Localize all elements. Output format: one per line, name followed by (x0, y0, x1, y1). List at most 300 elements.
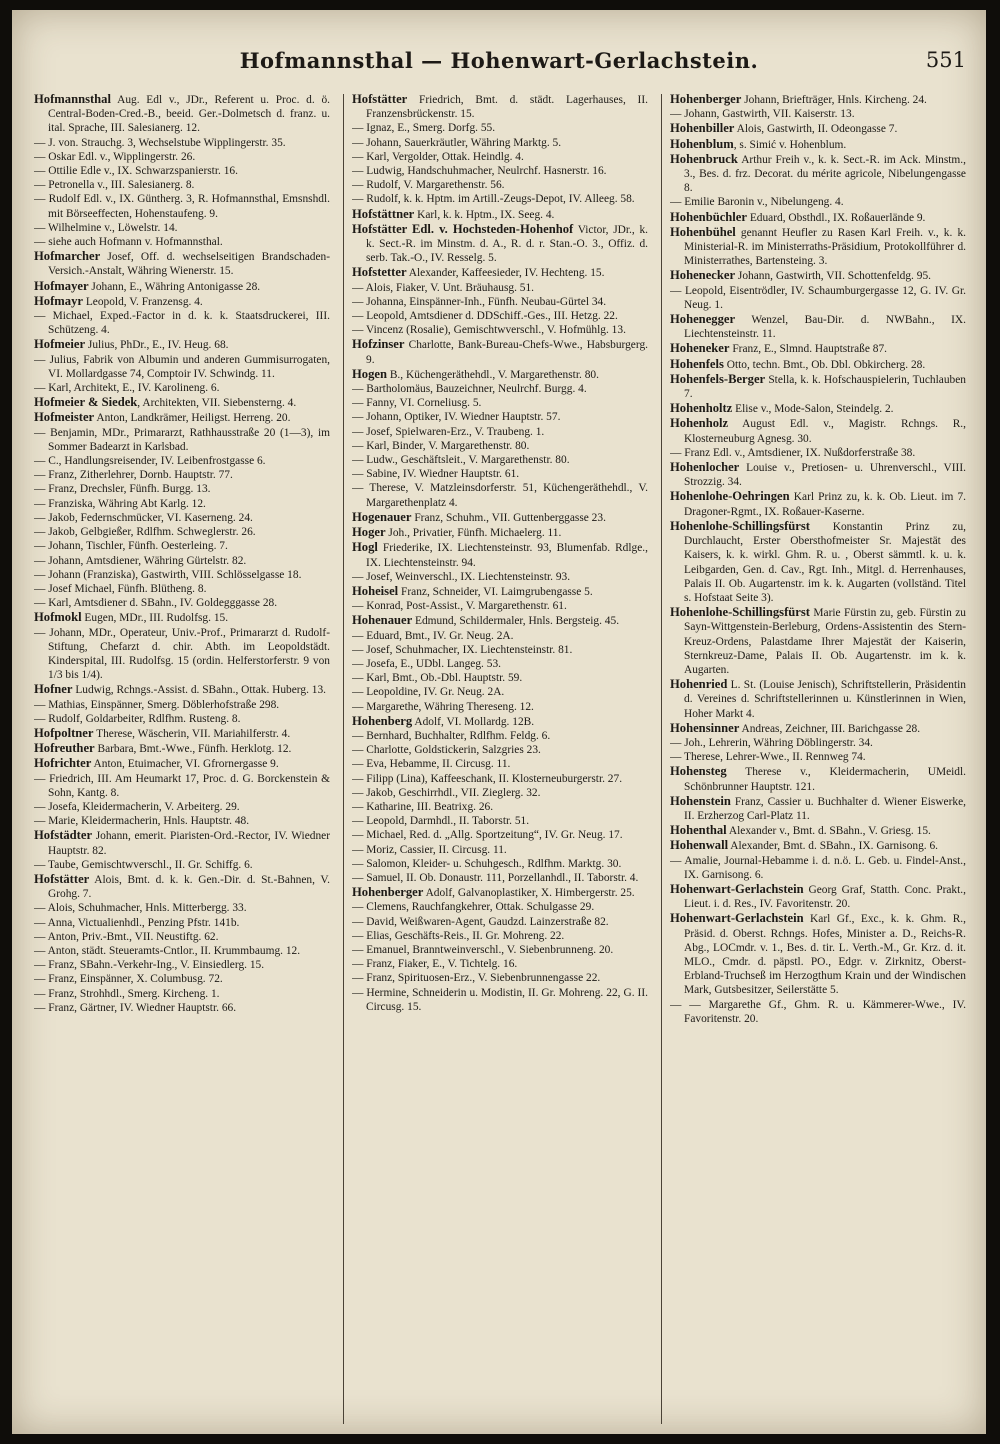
entry-text: Karl Gf., Exc., k. k. Ghm. R., Präsid. d. Oberst. Rchngs. Hofes, Minister a. D., Reichs-R. Abg., LOCmdr. v. 1., Bes. d. tir. L. Verth.-M., Gr. Krz. d. it. MLO., Cmdr. d. päpstl. PO., Edgr. v. Zirknitz, Oberst-Erbland-Truchseß im Herzogthum Krain und der Windischen Mark, Gutsbesitzer, Seilerstätte 5. (684, 913, 966, 997)
directory-entry (670, 721, 966, 736)
entry-text: Adolf, Galvanoplastiker, X. Himbergerstr. 25. (423, 887, 635, 900)
entry-surname: Hofstättner (352, 206, 415, 221)
entry-text: Alexander, Bmt. d. SBahn., IX. Garnisong. 6. (728, 840, 939, 853)
entry-text: Friederike, IX. Liechtensteinstr. 93, Blumenfab. Rdlge., IX. Liechtensteinstr. 94. (366, 542, 648, 569)
entry-text: — Moriz, Cassier, II. Circusg. 11. (352, 843, 507, 856)
entry-text: — Franz, Zitherlehrer, Dornb. Hauptstr. 77. (34, 469, 233, 482)
entry-text: Johann, E., Währing Antonigasse 28. (88, 280, 261, 293)
directory-entry (34, 381, 330, 395)
entry-text: — Alois, Schuhmacher, Hnls. Mitterbergg. 33. (34, 902, 247, 915)
directory-entry (34, 525, 330, 539)
entry-surname: Hohenstein (670, 793, 731, 808)
directory-entry (352, 800, 648, 814)
directory-entry (352, 178, 648, 192)
entry-surname: Hohenholz (670, 416, 729, 431)
entry-text: — Therese, Lehrer-Wwe., II. Rennweg 74. (670, 751, 866, 764)
entry-text: — Josef, Weinverschl., IX. Liechtensteinstr. 93. (352, 570, 571, 583)
entry-text: Karl Prinz zu, k. k. Ob. Lieut. im 7. Dragoner-Rgmt., IX. Roßauer-Kaserne. (684, 491, 966, 518)
directory-entry (670, 750, 966, 764)
entry-text: — Johann, Sauerkräutler, Währing Marktg. 5. (352, 136, 562, 149)
entry-surname: Hohenfels-Berger (670, 371, 766, 386)
entry-text: — Fanny, VI. Corneliusg. 5. (352, 397, 482, 410)
entry-text: — Ignaz, E., Smerg. Dorfg. 55. (352, 122, 496, 135)
directory-entry (670, 764, 966, 793)
directory-entry (34, 741, 330, 756)
directory-entry (34, 944, 330, 958)
entry-text: Eduard, Obsthdl., IX. Roßauerlände 9. (746, 211, 926, 224)
entry-text: Wenzel, Bau-Dir. d. NWBahn., IX. Liechtensteinstr. 11. (684, 314, 966, 341)
directory-entry (34, 426, 330, 454)
directory-entry (352, 150, 648, 164)
page-number: 551 (925, 48, 966, 72)
entry-text: — Karl, Amtsdiener d. SBahn., IV. Goldegggasse 28. (34, 597, 278, 610)
directory-entry (34, 772, 330, 800)
directory-entry (352, 323, 648, 337)
entry-text: — Franz, Einspänner, X. Columbusg. 72. (34, 973, 223, 986)
directory-entry (34, 178, 330, 192)
entry-text: — Rudolf, Goldarbeiter, Rdlfhm. Rusteng. 8. (34, 712, 241, 725)
directory-entry (34, 610, 330, 625)
entry-text: Alexander, Kaffeesieder, IV. Hechteng. 15. (406, 267, 605, 280)
directory-entry (34, 800, 330, 814)
directory-entry (34, 309, 330, 337)
directory-entry (352, 685, 648, 699)
entry-text: — Josefa, Kleidermacherin, V. Arbeiterg. 29. (34, 800, 240, 813)
entry-text: , Architekten, VII. Siebensterng. 4. (137, 397, 297, 410)
entry-text: Franz, Cassier u. Buchhalter d. Wiener Eiswerke, II. Erzherzog Carl-Platz 11. (684, 795, 966, 822)
entry-text: — Karl, Architekt, E., IV. Karolineng. 6. (34, 382, 220, 395)
entry-surname: Hoger (352, 525, 386, 540)
entry-surname: Hohenbruck (670, 151, 738, 166)
entry-text: — Josef, Schuhmacher, IX. Liechtensteinstr. 81. (352, 643, 573, 656)
entry-text: — Jakob, Gelbgießer, Rdlfhm. Schweglerstr. 26. (34, 526, 256, 539)
directory-entry (670, 736, 966, 750)
entry-text: — Franz, SBahn.-Verkehr-Ing., V. Einsiedlerg. 15. (34, 959, 265, 972)
directory-entry (352, 382, 648, 396)
entry-surname: Hohenlocher (670, 460, 740, 475)
directory-entry (352, 772, 648, 786)
entry-text: Otto, techn. Bmt., Ob. Dbl. Obkircherg. 28. (723, 358, 926, 371)
entry-text: — Rudolf, V. Margarethenstr. 56. (352, 179, 505, 192)
entry-text: Friedrich, Bmt. d. städt. Lagerhauses, II. Franzensbrückenstr. 15. (366, 94, 648, 121)
entry-text: — Rudolf Edl. v., IX. Güntherg. 3, R. Hofmannsthal, Emsnshdl. mit Börseeffecten, Hohenstaufeng. 9. (34, 193, 330, 220)
entry-text: — Michael, Exped.-Factor in d. k. k. Staatsdruckerei, III. Schützeng. 4. (34, 310, 330, 337)
entry-text: — Salomon, Kleider- u. Schuhgesch., Rdlfhm. Marktg. 30. (352, 857, 622, 870)
directory-entry (352, 929, 648, 943)
directory-entry (352, 757, 648, 771)
entry-text: — Karl, Vergolder, Ottak. Heindlg. 4. (352, 150, 524, 163)
entry-text: Elise v., Mode-Salon, Steindelg. 2. (732, 403, 894, 416)
directory-entry (352, 871, 648, 885)
directory-entry (34, 1001, 330, 1015)
entry-text: Aug. Edl v., JDr., Referent u. Proc. d. ö. Central-Boden-Cred.-B., beeid. Ger.-Dolmetsch d. franz. u. ital. Sprache, III. Salesianerg. 12. (48, 94, 330, 135)
entry-text: — Johanna, Einspänner-Inh., Fünfh. Neubau-Gürtel 34. (352, 295, 607, 308)
entry-surname: Hoheisel (352, 583, 399, 598)
entry-text: — Franz, Fiaker, E., V. Tichtelg. 16. (352, 958, 518, 971)
entry-text: — Johann, Tischler, Fünfh. Oesterleing. 7. (34, 540, 228, 553)
entry-text: Leopold, V. Franzensg. 4. (82, 295, 203, 308)
entry-text: — Franz, Strohhdl., Smerg. Kircheng. 1. (34, 987, 220, 1000)
directory-entry (670, 677, 966, 721)
directory-entry (34, 582, 330, 596)
entry-text: — Mathias, Einspänner, Smerg. Döblerhofstraße 298. (34, 698, 280, 711)
directory-entry (352, 425, 648, 439)
entry-surname: Hofreuther (34, 741, 95, 756)
entry-text: Charlotte, Bank-Bureau-Chefs-Wwe., Habsburgerg. 9. (366, 339, 648, 366)
entry-text: — Joh., Lehrerin, Währing Döblingerstr. 34. (670, 736, 873, 749)
directory-entry (670, 357, 966, 372)
directory-entry (34, 596, 330, 610)
entry-text: — Leopold, Darmhdl., II. Taborstr. 51. (352, 815, 530, 828)
directory-entry (352, 843, 648, 857)
entry-text: Barbara, Bmt.-Wwe., Fünfh. Herklotg. 12. (94, 743, 292, 756)
directory-entry (352, 439, 648, 453)
directory-entry (670, 121, 966, 136)
entry-text: — Margarethe, Währing Thereseng. 12. (352, 700, 534, 713)
entry-text: — Vincenz (Rosalie), Gemischtwverschl., V. Hofmühlg. 13. (352, 324, 626, 337)
directory-entry (34, 828, 330, 857)
entry-text: — siehe auch Hofmann v. Hofmannsthal. (34, 236, 223, 249)
entry-text: — Anton, Priv.-Bmt., VII. Neustiftg. 62. (34, 930, 219, 943)
entry-text: Alexander v., Bmt. d. SBahn., V. Griesg. 15. (726, 825, 931, 838)
directory-entry (352, 265, 648, 280)
entry-text: — Ottilie Edle v., IX. Schwarzspanierstr. 16. (34, 165, 238, 178)
directory-entry (352, 309, 648, 323)
directory-entry (34, 164, 330, 178)
directory-entry (352, 700, 648, 714)
directory-entry (670, 911, 966, 997)
entry-surname: Hofstetter (352, 265, 407, 280)
entry-text: — Oskar Edl. v., Wipplingerstr. 26. (34, 150, 196, 163)
directory-entry (352, 222, 648, 266)
entry-text: Georg Graf, Statth. Conc. Prakt., Lieut. i. d. Res., IV. Favoritenstr. 20. (684, 883, 966, 911)
entry-text: — Samuel, II. Ob. Donaustr. 111, Porzellanhdl., II. Taborstr. 4. (352, 871, 639, 884)
entry-text: — — Margarethe Gf., Ghm. R. u. Kämmerer-Wwe., IV. Favoritenstr. 20. (670, 998, 966, 1025)
entry-text: — Emilie Baronin v., Nibelungeng. 4. (670, 196, 844, 209)
entry-text: Arthur Freih v., k. k. Sect.-R. im Ack. Minstm., 3., Bes. d. frz. Decorat. du mérite agricole, Nibelungengasse 8. (684, 153, 966, 195)
directory-entry (34, 626, 330, 683)
entry-text: Victor, JDr., k. k. Sect.-R. im Minstm. d. A., R. d. r. Stan.-O. 3., Offiz. d. serb. Tak.-O., IV. Resselg. 5. (366, 223, 648, 265)
entry-surname: Hohenried (670, 677, 728, 692)
entry-text: — Ludwig, Handschuhmacher, Neulrchf. Hasnerstr. 16. (352, 165, 607, 178)
directory-entry (352, 957, 648, 971)
entry-text: — Johann, Amtsdiener, Währing Gürtelstr. 82. (34, 554, 247, 567)
directory-entry (352, 295, 648, 309)
directory-entry (34, 930, 330, 944)
entry-text: — Franz, Drechsler, Fünfh. Burgg. 13. (34, 483, 211, 496)
directory-entry (352, 814, 648, 828)
directory-entry (34, 958, 330, 972)
directory-entry (670, 446, 966, 460)
directory-entry (670, 519, 966, 605)
column-rule (661, 94, 662, 1424)
directory-entry (34, 192, 330, 220)
entry-text: — Franz Edl. v., Amtsdiener, IX. Nußdorferstraße 38. (670, 446, 916, 459)
directory-entry (352, 453, 648, 467)
running-head: Hofmannsthal — Hohenwart-Gerlachstein. (239, 48, 759, 73)
entry-surname: Hohenbüchler (670, 209, 747, 224)
entry-text: — Petronella v., III. Salesianerg. 8. (34, 179, 195, 192)
entry-text: Anton, Landkrämer, Heiligst. Herreng. 20. (94, 412, 291, 425)
directory-entry (34, 410, 330, 425)
directory-entry (34, 511, 330, 525)
entry-text: — David, Weißwaren-Agent, Gaudzd. Lainzerstraße 82. (352, 915, 609, 928)
entry-text: — Elias, Geschäfts-Reis., II. Gr. Mohreng. 22. (352, 929, 565, 942)
directory-entry (352, 714, 648, 729)
entry-text: — Johann, MDr., Operateur, Univ.-Prof., Primararzt d. Rudolf-Stiftung, Chefarzt d. chir. Abth. im Leopoldstädt. Kinderspital, III. Rudolfsg. 15 (ordin. Helferstorferstr. 9 von 1/3 bis 1/4). (34, 626, 330, 682)
entry-text: Josef, Off. d. wechselseitigen Brandschaden-Versich.-Anstalt, Währing Wienerstr. 15. (48, 251, 330, 278)
entry-surname: Hohenholtz (670, 401, 733, 416)
entry-surname: Hofmeier (34, 337, 86, 352)
entry-text: , s. Simić v. Hohenblum. (733, 138, 847, 151)
directory-entry (352, 584, 648, 599)
entry-text: — Karl, Bmt., Ob.-Dbl. Hauptstr. 59. (352, 672, 523, 685)
entry-text: Franz, E., Slmnd. Hauptstraße 87. (729, 343, 888, 356)
directory-entry (34, 279, 330, 294)
directory-entry (34, 221, 330, 235)
directory-entry (34, 482, 330, 496)
entry-text: — Rudolf, k. k. Hptm. im Artill.-Zeugs-Depot, IV. Alleeg. 58. (352, 193, 635, 206)
entry-surname: Hohenwart-Gerlachstein (670, 911, 804, 926)
entry-text: Andreas, Zeichner, III. Barichgasse 28. (739, 722, 921, 735)
column-rule (343, 94, 344, 1424)
directory-entry (670, 460, 966, 489)
directory-entry (34, 92, 330, 136)
directory-entry (352, 136, 648, 150)
directory-entry (352, 629, 648, 643)
directory-entry (352, 986, 648, 1014)
entry-text: Therese v., Kleidermacherin, UMeidl. Schönbrunner Hauptstr. 121. (684, 766, 966, 793)
page-header (12, 48, 986, 88)
entry-text: — Johann, Optiker, IV. Wiedner Hauptstr. 57. (352, 411, 561, 424)
directory-entry (670, 210, 966, 225)
entry-text: — Clemens, Rauchfangkehrer, Ottak. Schulgasse 29. (352, 901, 595, 914)
directory-entry (670, 195, 966, 209)
directory-entry (34, 901, 330, 915)
directory-entry (352, 971, 648, 985)
entry-text: Franz, Schneider, VI. Laimgrubengasse 5. (398, 585, 593, 598)
directory-entry (352, 525, 648, 540)
entry-text: — Charlotte, Goldstickerin, Salzgries 23. (352, 744, 541, 757)
entry-surname: Hofmayr (34, 293, 83, 308)
directory-entry (352, 613, 648, 628)
column-3 (670, 92, 966, 1426)
entry-surname: Hofmokl (34, 610, 82, 625)
entry-text: — Michael, Red. d. „Allg. Sportzeitung“, IV. Gr. Neug. 17. (352, 829, 623, 842)
directory-entry (352, 743, 648, 757)
entry-text: Karl, k. k. Hptm., IX. Seeg. 4. (414, 208, 555, 221)
entry-text: — Jakob, Federnschmücker, VI. Kaserneng. 24. (34, 511, 253, 524)
directory-entry (670, 107, 966, 121)
directory-entry (352, 885, 648, 900)
directory-entry (352, 540, 648, 569)
entry-text: — Taube, Gemischtwverschl., II. Gr. Schiffg. 6. (34, 858, 253, 871)
entry-text: — Eduard, Bmt., IV. Gr. Neug. 2A. (352, 629, 514, 642)
directory-page (12, 10, 986, 1434)
entry-text: Stella, k. k. Hofschauspielerin, Tuchlauben 7. (684, 373, 966, 401)
directory-entry (670, 998, 966, 1026)
entry-surname: Hogenauer (352, 509, 412, 524)
directory-entry (352, 570, 648, 584)
directory-entry (670, 284, 966, 312)
directory-entry (34, 987, 330, 1001)
directory-entry (34, 539, 330, 553)
directory-entry (352, 671, 648, 685)
entry-text: Louise v., Pretiosen- u. Uhrenverschl., VIII. Strozzig. 34. (684, 462, 966, 489)
entry-surname: Hofstädter (34, 828, 93, 843)
directory-entry (670, 794, 966, 823)
entry-text: — Julius, Fabrik von Albumin und anderen Gummisurrogaten, VI. Mollardgasse 74, Comptoir IV. Schwindg. 11. (34, 353, 330, 380)
directory-entry (352, 281, 648, 295)
directory-entry (670, 225, 966, 269)
directory-entry (34, 150, 330, 164)
entry-text: Alois, Bmt. d. k. k. Gen.-Dir. d. St.-Bahnen, V. Grohg. 7. (48, 873, 330, 901)
directory-entry (34, 395, 330, 410)
entry-text: — Karl, Binder, V. Margarethenstr. 80. (352, 439, 530, 452)
entry-surname: Hohenbiller (670, 121, 735, 136)
entry-text: — Friedrich, III. Am Heumarkt 17, Proc. d. G. Borckenstein & Sohn, Kantg. 8. (34, 772, 330, 799)
entry-text: — Alois, Fiaker, V. Unt. Bräuhausg. 51. (352, 281, 535, 294)
entry-text: — Therese, V. Matzleinsdorferstr. 51, Küchengeräthehdl., V. Margarethenplatz 4. (352, 482, 648, 509)
entry-text: Adolf, VI. Mollardg. 12B. (412, 715, 535, 728)
entry-surname: Hofmeister (34, 410, 95, 425)
entry-text: Therese, Wäscherin, VII. Mariahilferstr. 4. (93, 727, 291, 740)
directory-entry (34, 916, 330, 930)
directory-entry (670, 137, 966, 152)
entry-surname: Hohenberg (352, 713, 413, 728)
entry-surname: Hofmayer (34, 278, 89, 293)
entry-surname: Hofner (34, 682, 73, 697)
columns (30, 92, 970, 1432)
directory-entry (34, 136, 330, 150)
directory-entry (34, 337, 330, 352)
directory-entry (34, 294, 330, 309)
entry-surname: Hohenlohe-Schillingsfürst (670, 518, 810, 533)
entry-surname: Hohenlohe-Schillingsfürst (670, 605, 810, 620)
entry-text: — Franz, Gärtner, IV. Wiedner Hauptstr. 66. (34, 1001, 237, 1014)
entry-text: Johann, Briefträger, Hnls. Kircheng. 24. (741, 94, 927, 106)
entry-surname: Hofmannsthal (34, 92, 111, 106)
entry-surname: Hohenberger (352, 885, 424, 900)
entry-text: — Josef, Spielwaren-Erz., V. Traubeng. 1. (352, 425, 545, 438)
entry-text: — Anna, Victualienhdl., Penzing Pfstr. 141b. (34, 916, 240, 929)
entry-text: — Anton, städt. Steueramts-Cntlor., II. Krummbaumg. 12. (34, 944, 301, 957)
entry-text: Edmund, Schildermaler, Hnls. Bergsteig. 45. (412, 615, 620, 628)
directory-entry (670, 823, 966, 838)
column-2 (352, 92, 648, 1426)
entry-surname: Hofstätter (34, 871, 90, 886)
directory-entry (352, 915, 648, 929)
entry-text: — J. von. Strauchg. 3, Wechselstube Wipplingerstr. 35. (34, 136, 286, 149)
directory-entry (34, 497, 330, 511)
entry-text: — Johann, Gastwirth, VII. Kaiserstr. 13. (670, 108, 855, 121)
directory-entry (670, 152, 966, 196)
directory-entry (352, 410, 648, 424)
entry-surname: Hohenblum (670, 136, 734, 151)
entry-surname: Hofstätter Edl. v. Hochsteden-Hohenhof (352, 221, 574, 236)
directory-entry (352, 481, 648, 509)
entry-text: — Josefa, E., UDbl. Langeg. 53. (352, 657, 501, 670)
entry-text: Anton, Etuimacher, VI. Gfrornergasse 9. (91, 758, 279, 771)
directory-entry (34, 814, 330, 828)
directory-entry (670, 854, 966, 882)
entry-surname: Hohenwart-Gerlachstein (670, 881, 804, 896)
directory-entry (352, 857, 648, 871)
directory-entry (34, 249, 330, 278)
directory-entry (670, 372, 966, 401)
directory-entry (352, 510, 648, 525)
entry-surname: Hohenegger (670, 312, 736, 327)
directory-entry (34, 454, 330, 468)
entry-surname: Hohenberger (670, 92, 742, 106)
entry-surname: Hohenthal (670, 823, 727, 838)
entry-text: L. St. (Louise Jenisch), Schriftstellerin, Präsidentin d. Vereines d. Schriftstellerinnen u. Künstlerinnen in Wien, Hoher Markt 4. (684, 679, 966, 720)
directory-entry (34, 682, 330, 697)
directory-entry (34, 712, 330, 726)
entry-text: — Franz, Spirituosen-Erz., V. Siebenbrunnengasse 22. (352, 972, 601, 985)
directory-entry (34, 872, 330, 901)
directory-entry (34, 972, 330, 986)
directory-entry (352, 192, 648, 206)
directory-entry (670, 416, 966, 445)
entry-text: — Jakob, Geschirrhdl., VII. Zieglerg. 32. (352, 786, 541, 799)
directory-entry (670, 882, 966, 911)
entry-surname: Hohenwall (670, 838, 729, 853)
entry-text: — Leopold, Eisentrödler, IV. Schaumburgergasse 12, G. IV. Gr. Neug. 1. (670, 284, 966, 311)
entry-text: Konstantin Prinz zu, Durchlaucht, Erster Obersthofmeister Sr. Majestät des Kaisers, k. k. wirkl. Ghm. R. u. , Oberst sämmtl. k. u. k. Leibgarden, Gen. d. Cav., Rgt. Inh., Mitgl. d. Herrenhauses, Palais II. Ob. Augartenstr. im k. k. Augarten (vollständ. Titel s. Hofstaat Seite 3). (684, 520, 966, 604)
entry-text: — Benjamin, MDr., Primararzt, Rathhausstraße 20 (1—3), im Sommer Badearzt in Karlsbad. (34, 426, 330, 453)
entry-text: B., Küchengeräthehdl., V. Margarethenstr. 80. (386, 368, 599, 381)
entry-text: — Hermine, Schneiderin u. Modistin, II. Gr. Mohreng. 22, G. II. Circusg. 15. (352, 986, 648, 1013)
directory-entry (670, 341, 966, 356)
entry-text: — Eva, Hebamme, II. Circusg. 11. (352, 758, 511, 771)
entry-text: Joh., Privatier, Fünfh. Michaelerg. 11. (385, 527, 562, 540)
directory-entry (34, 858, 330, 872)
directory-entry (352, 599, 648, 613)
directory-entry (670, 92, 966, 107)
directory-entry (34, 235, 330, 249)
entry-text: — Leopoldine, IV. Gr. Neug. 2A. (352, 686, 505, 699)
directory-entry (34, 353, 330, 381)
directory-entry (670, 401, 966, 416)
entry-text: August Edl. v., Magistr. Rchngs. R., Klosterneuburg Agnesg. 30. (684, 418, 966, 445)
directory-entry (352, 121, 648, 135)
entry-text: Franz, Schuhm., VII. Guttenberggasse 23. (411, 511, 606, 524)
entry-surname: Hoheneker (670, 341, 730, 356)
entry-text: — Konrad, Post-Assist., V. Margarethenstr. 61. (352, 600, 567, 613)
directory-entry (34, 568, 330, 582)
directory-entry (670, 605, 966, 677)
entry-text: — Johann (Franziska), Gastwirth, VIII. Schlösselgasse 18. (34, 568, 302, 581)
entry-text: Ludwig, Rchngs.-Assist. d. SBahn., Ottak. Huberg. 13. (72, 684, 327, 697)
entry-text: Johann, Gastwirth, VII. Schottenfeldg. 95. (735, 270, 931, 283)
directory-entry (352, 92, 648, 121)
directory-entry (352, 786, 648, 800)
entry-surname: Hofrichter (34, 756, 92, 771)
directory-entry (34, 726, 330, 741)
directory-entry (352, 207, 648, 222)
directory-entry (352, 643, 648, 657)
directory-entry (670, 489, 966, 518)
entry-surname: Hohenauer (352, 613, 413, 628)
directory-entry (352, 657, 648, 671)
entry-surname: Hohenlohe-Oehringen (670, 489, 790, 504)
entry-surname: Hohensteg (670, 764, 727, 779)
entry-surname: Hofzinser (352, 337, 405, 352)
entry-text: — Sabine, IV. Wiedner Hauptstr. 61. (352, 468, 520, 481)
directory-entry (352, 337, 648, 366)
directory-entry (352, 367, 648, 382)
